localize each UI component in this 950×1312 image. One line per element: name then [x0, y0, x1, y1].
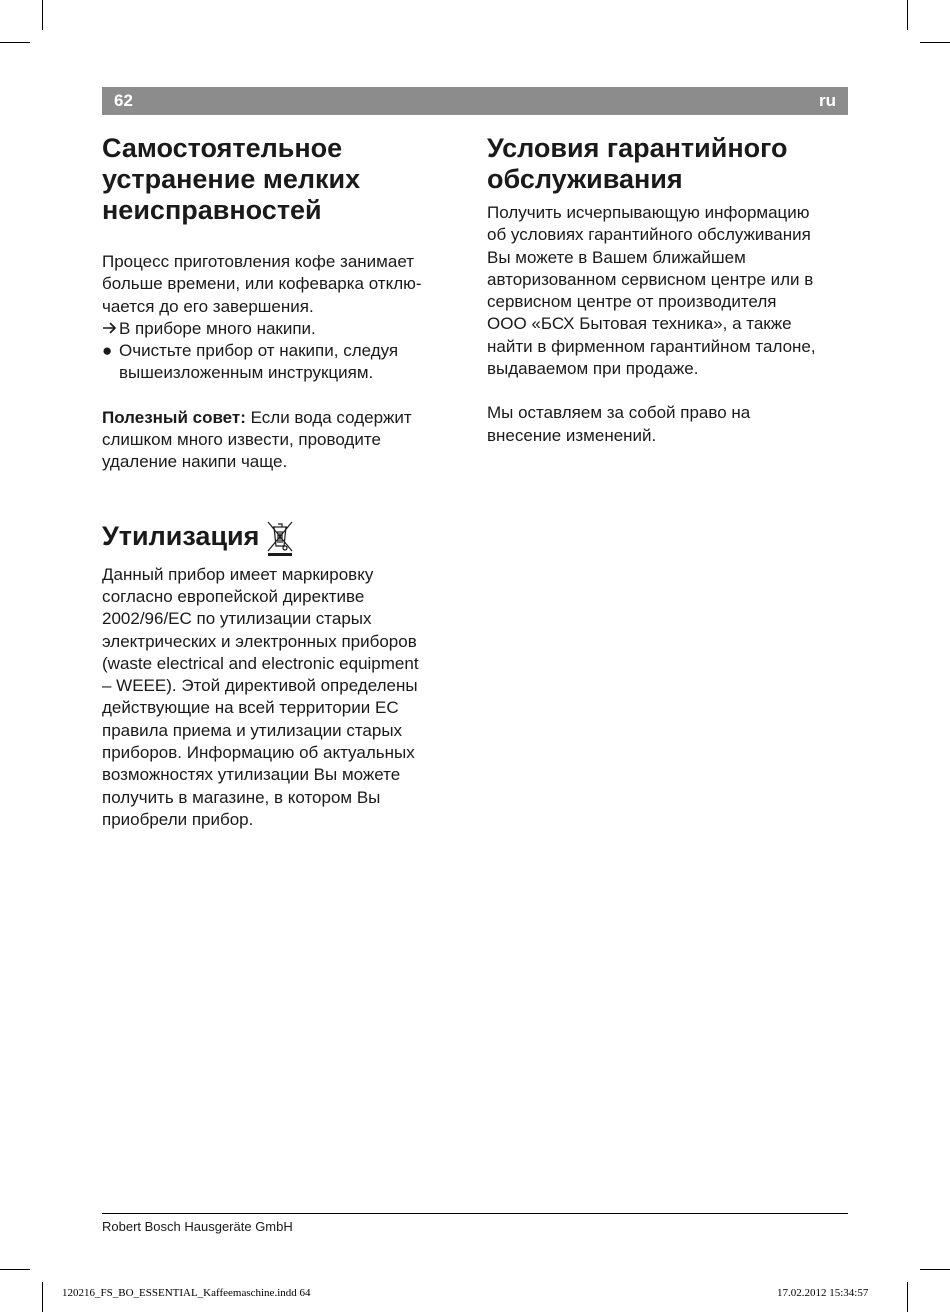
- bullet-icon: ●: [102, 341, 113, 361]
- footer-divider: [102, 1213, 848, 1214]
- tip-text: Если вода содержит: [245, 407, 412, 427]
- cause-line: [102, 318, 452, 340]
- page-number: 62: [114, 91, 133, 110]
- crop-mark: [907, 1282, 908, 1312]
- text-line: сервисном центре от производителя: [487, 292, 777, 312]
- text-line: Условия гарантийного: [487, 133, 788, 163]
- page-header-bar: [102, 87, 848, 115]
- tip-label: Полезный совет:: [102, 407, 246, 427]
- text-line: чается до его завершения.: [102, 296, 314, 316]
- disposal-heading: [102, 518, 452, 556]
- text-line: согласно европейской директиве: [102, 586, 365, 606]
- text-line: Получить исчерпывающую информацию: [487, 203, 810, 222]
- text-line: правила приема и утилизации старых: [102, 720, 403, 740]
- crossed-out-wheelie-bin-icon: [265, 518, 295, 556]
- troubleshooting-title: Самостоятельное устранение мелких неисправностей: [102, 133, 361, 225]
- text-line: Очистьте прибор от накипи, следуя: [119, 341, 399, 361]
- text-line: Процесс приготовления кофе занимает: [102, 252, 414, 271]
- footer-company: Robert Bosch Hausgeräte GmbH: [102, 1219, 293, 1234]
- text-line: внесение изменений.: [487, 425, 657, 445]
- language-code: ru: [819, 91, 836, 110]
- text-line: Вы можете в Вашем ближайшем: [487, 247, 746, 267]
- text-line: приборов. Информацию об актуальных: [102, 743, 415, 763]
- text-line: об условиях гарантийного обслуживания: [487, 225, 811, 245]
- text-line: [102, 407, 452, 429]
- text-line: авторизованном сервисном центре или в: [487, 269, 814, 289]
- warranty-title: [487, 133, 849, 195]
- text-line: вышеизложенным инструкциям.: [119, 363, 374, 383]
- text-line: выдаваемом при продаже.: [487, 359, 699, 379]
- crop-mark: [0, 42, 30, 43]
- crop-mark: [920, 42, 950, 43]
- arrow-right-icon: [102, 318, 119, 340]
- text-line: обслуживания: [487, 164, 683, 194]
- text-line: найти в фирменном гарантийном талоне,: [487, 336, 816, 356]
- text-line: – WEEE). Этой директивой определены: [102, 676, 418, 696]
- text-line: удаление накипи чаще.: [102, 452, 288, 472]
- text-line: действующие на всей территории ЕС: [102, 698, 399, 718]
- remedy-text: [119, 340, 398, 385]
- text-line: возможностях утилизации Вы можете: [102, 765, 401, 785]
- text-line: ООО «БСХ Бытовая техника», а также: [487, 314, 792, 334]
- disposal-title: Утилизация: [102, 521, 260, 552]
- text-line: приобрели прибор.: [102, 809, 254, 829]
- text-line: 2002/96/ЕС по утилизации старых: [102, 609, 372, 629]
- crop-mark: [0, 1269, 30, 1270]
- print-slug-date: 17.02.2012 15:34:57: [777, 1287, 869, 1299]
- text-line: электрических и электронных приборов: [102, 631, 417, 651]
- text-line: больше времени, или кофеварка отклю-: [102, 274, 422, 294]
- tip-paragraph: [102, 407, 452, 474]
- crop-mark: [907, 0, 908, 30]
- crop-mark: [42, 0, 43, 30]
- print-slug-file: 120216_FS_BO_ESSENTIAL_Kaffeemaschine.indd 64: [62, 1287, 311, 1299]
- warranty-body: [487, 202, 849, 380]
- right-column: [487, 133, 849, 447]
- text-line: (waste electrical and electronic equipment: [102, 653, 419, 673]
- text-line: слишком много извести, проводите: [102, 430, 381, 450]
- text-line: Данный прибор имеет маркировку: [102, 564, 374, 584]
- text-line: получить в магазине, в котором Вы: [102, 787, 381, 807]
- left-column: [102, 133, 452, 831]
- text-line: Мы оставляем за собой право на: [487, 403, 751, 423]
- warranty-note: [487, 402, 849, 447]
- cause-text: В приборе много накипи.: [119, 318, 316, 338]
- troubleshooting-intro: [102, 251, 452, 318]
- disposal-body: [102, 564, 452, 832]
- crop-mark: [920, 1269, 950, 1270]
- remedy-line: [102, 340, 452, 385]
- crop-mark: [42, 1282, 43, 1312]
